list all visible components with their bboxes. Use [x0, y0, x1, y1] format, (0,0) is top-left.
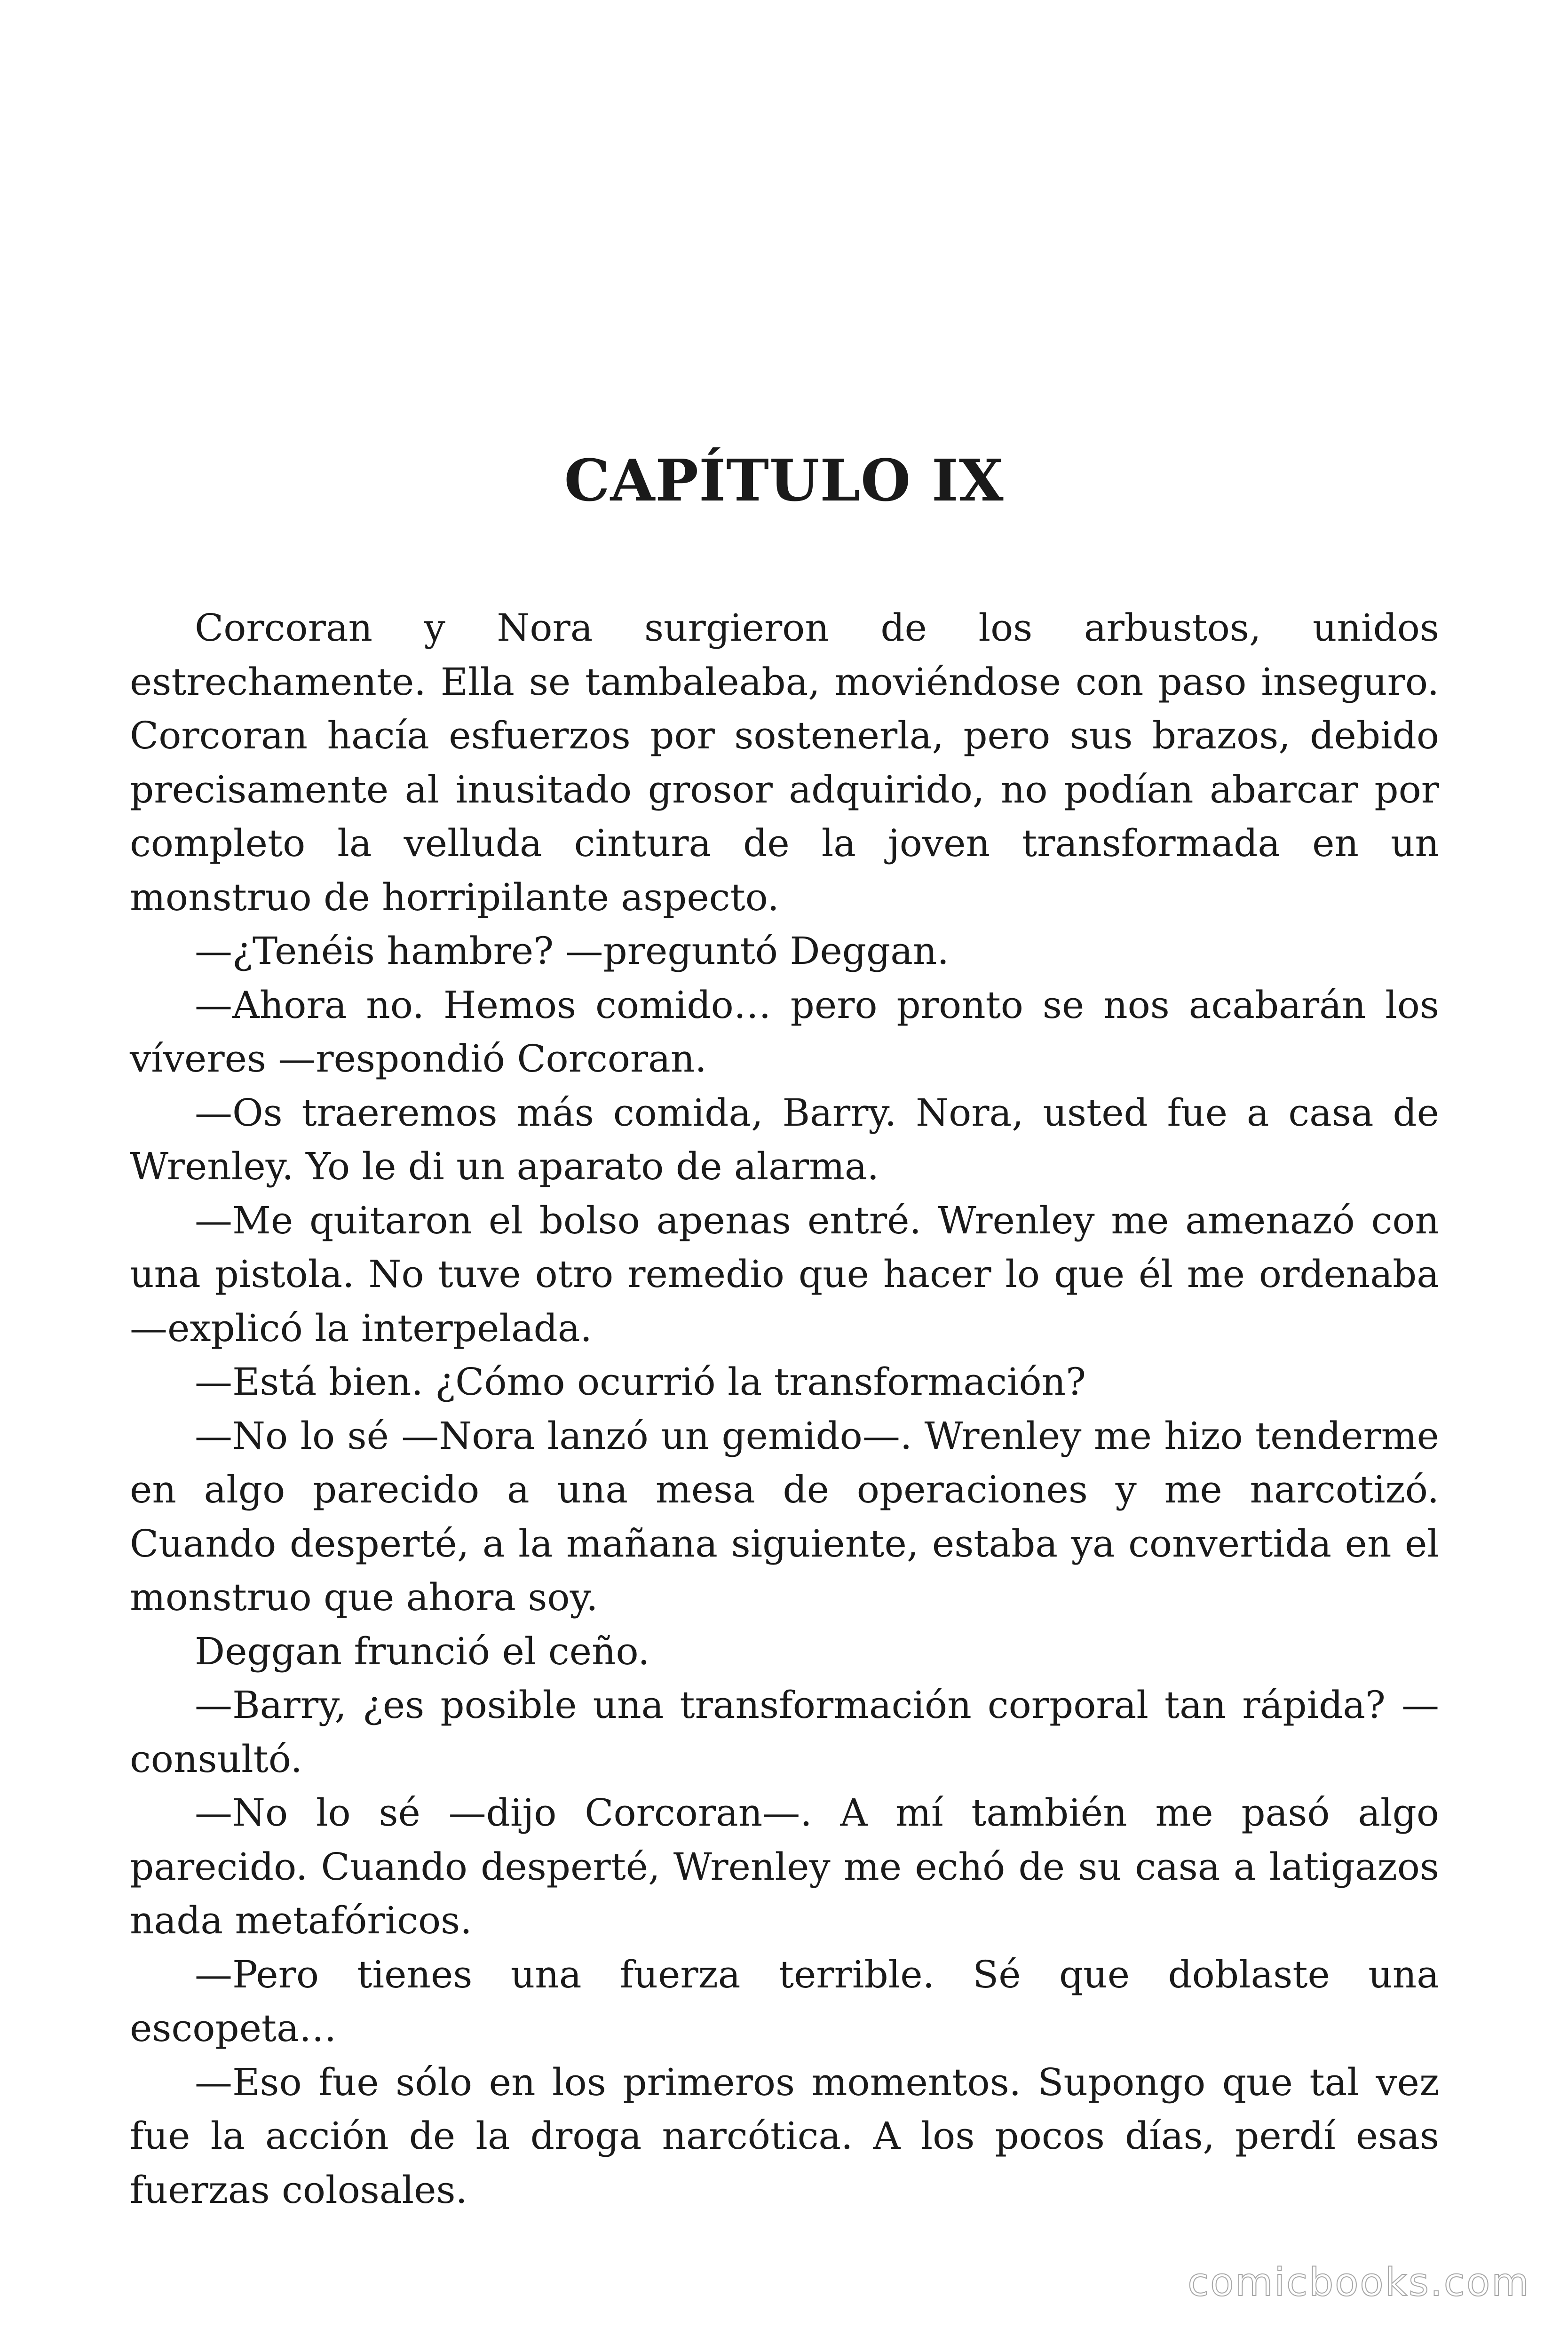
paragraph: —Me quitaron el bolso apenas entré. Wrenley me amenazó con una pistola. No tuve otro remedio que hacer lo que él me ordenaba —explicó la interpelada.: [130, 1198, 1439, 1350]
paragraph: Deggan frunció el ceño.: [195, 1629, 650, 1673]
paragraph: —Eso fue sólo en los primeros momentos. Supongo que tal vez fue la acción de la droga narcótica. A los pocos días, perdí esas fuerzas colosales.: [130, 2060, 1439, 2212]
paragraph: —Ahora no. Hemos comido… pero pronto se nos acabarán los víveres —respondió Corcoran.: [130, 983, 1439, 1081]
watermark: comicbooks.com: [1188, 2260, 1530, 2305]
paragraph: —No lo sé —Nora lanzó un gemido—. Wrenley me hizo tenderme en algo parecido a una mesa de operaciones y me narcotizó. Cuando desperté, a la mañana siguiente, estaba ya convertida en el monstruo que ahora soy.: [130, 1414, 1439, 1619]
paragraph: —Os traeremos más comida, Barry. Nora, usted fue a casa de Wrenley. Yo le di un aparato de alarma.: [130, 1090, 1439, 1188]
paragraph: —Pero tienes una fuerza terrible. Sé que doblaste una escopeta…: [130, 1952, 1439, 2050]
paragraph: Corcoran y Nora surgieron de los arbustos, unidos estrechamente. Ella se tambaleaba, moviéndose con paso inseguro. Corcoran hacía esfuerzos por sostenerla, pero sus brazos, debido precisamente al inusitado grosor adquirido, no podían abarcar por completo la velluda cintura de la joven transformada en un monstruo de horripilante aspecto.: [130, 606, 1439, 919]
paragraph: —No lo sé —dijo Corcoran—. A mí también me pasó algo parecido. Cuando desperté, Wrenley me echó de su casa a latigazos nada metafóricos.: [130, 1791, 1439, 1942]
paragraph: —Está bien. ¿Cómo ocurrió la transformación?: [195, 1360, 1086, 1404]
paragraph: —Barry, ¿es posible una transformación corporal tan rápida? —consultó.: [130, 1683, 1439, 1781]
chapter-body: [130, 601, 1439, 2217]
paragraph: —¿Tenéis hambre? —preguntó Deggan.: [195, 929, 949, 973]
chapter-title: CAPÍTULO IX: [564, 446, 1004, 514]
